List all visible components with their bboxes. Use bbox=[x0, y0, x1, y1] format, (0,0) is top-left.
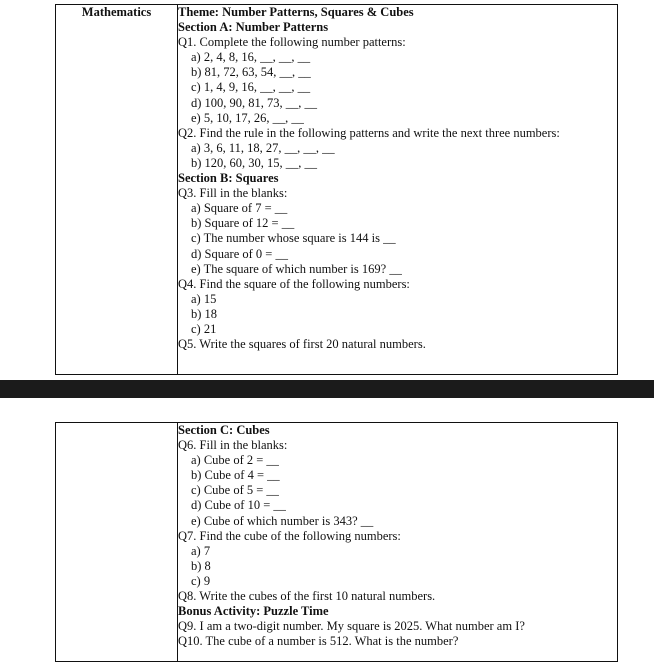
q3-item: e) The square of which number is 169? __ bbox=[191, 261, 402, 276]
question-2: Q2. Find the rule in the following patterns and write the next three numbers: bbox=[178, 125, 560, 140]
section-c-heading: Section C: Cubes bbox=[178, 423, 270, 437]
question-9: Q9. I am a two-digit number. My square is 2025. What number am I? bbox=[178, 619, 525, 634]
question-7: Q7. Find the cube of the following numbers: bbox=[178, 528, 401, 543]
question-8: Q8. Write the cubes of the first 10 natural numbers. bbox=[178, 589, 436, 604]
q7-item: c) 9 bbox=[191, 573, 211, 588]
q4-item: a) 15 bbox=[191, 291, 217, 306]
q6-item: e) Cube of which number is 343? __ bbox=[191, 513, 374, 528]
content-cell bbox=[178, 5, 618, 375]
worksheet-table-2 bbox=[55, 422, 618, 662]
section-b-heading: Section B: Squares bbox=[178, 171, 279, 186]
q7-item: b) 8 bbox=[191, 558, 211, 573]
q3-item: b) Square of 12 = __ bbox=[191, 216, 295, 231]
q3-item: d) Square of 0 = __ bbox=[191, 246, 288, 261]
bonus-heading: Bonus Activity: Puzzle Time bbox=[178, 604, 329, 619]
question-6: Q6. Fill in the blanks: bbox=[178, 438, 288, 453]
q1-item: d) 100, 90, 81, 73, __, __ bbox=[191, 95, 318, 110]
q1-item: c) 1, 4, 9, 16, __, __, __ bbox=[191, 80, 311, 95]
subject-cell-empty bbox=[56, 423, 178, 662]
q6-item: b) Cube of 4 = __ bbox=[191, 468, 280, 483]
question-10: Q10. The cube of a number is 512. What is the number? bbox=[178, 634, 459, 649]
worksheet-table-1 bbox=[55, 4, 618, 375]
q7-item: a) 7 bbox=[191, 543, 211, 558]
q6-item: d) Cube of 10 = __ bbox=[191, 498, 286, 513]
theme-heading: Theme: Number Patterns, Squares & Cubes bbox=[178, 5, 414, 19]
q1-item: a) 2, 4, 8, 16, __, __, __ bbox=[191, 50, 311, 65]
question-5: Q5. Write the squares of first 20 natural numbers. bbox=[178, 337, 426, 352]
q1-item: e) 5, 10, 17, 26, __, __ bbox=[191, 110, 304, 125]
q2-item: b) 120, 60, 30, 15, __, __ bbox=[191, 155, 318, 170]
question-4: Q4. Find the square of the following numbers: bbox=[178, 276, 410, 291]
q6-item: a) Cube of 2 = __ bbox=[191, 453, 279, 468]
content-cell bbox=[178, 423, 618, 662]
page-separator bbox=[0, 380, 654, 398]
q6-item: c) Cube of 5 = __ bbox=[191, 483, 279, 498]
subject-cell bbox=[56, 5, 178, 375]
worksheet-page-2 bbox=[0, 398, 654, 660]
section-a-heading: Section A: Number Patterns bbox=[178, 20, 329, 35]
q4-item: b) 18 bbox=[191, 306, 218, 321]
q2-item: a) 3, 6, 11, 18, 27, __, __, __ bbox=[191, 140, 335, 155]
q3-item: a) Square of 7 = __ bbox=[191, 201, 288, 216]
q4-item: c) 21 bbox=[191, 321, 217, 336]
question-3: Q3. Fill in the blanks: bbox=[178, 186, 288, 201]
q1-item: b) 81, 72, 63, 54, __, __ bbox=[191, 65, 311, 80]
q3-item: c) The number whose square is 144 is __ bbox=[191, 231, 396, 246]
question-1: Q1. Complete the following number patterns: bbox=[178, 35, 406, 50]
subject-label: Mathematics bbox=[81, 5, 152, 19]
